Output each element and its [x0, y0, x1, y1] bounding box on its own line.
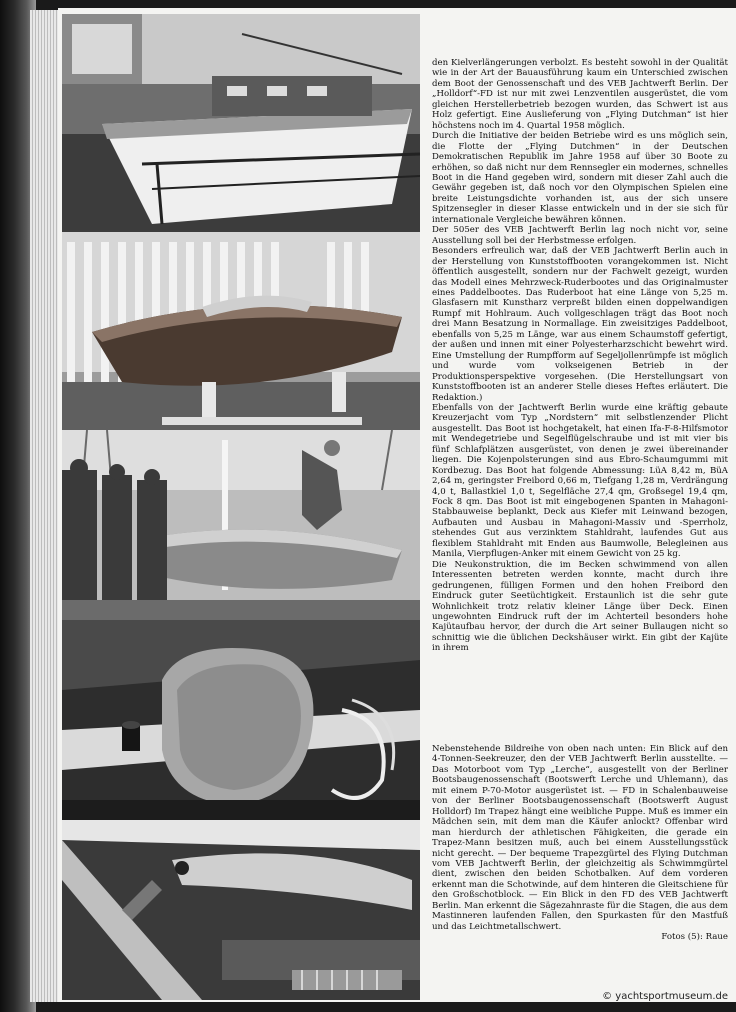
article-paragraph: Ebenfalls von der Jachtwerft Berlin wurde eine kräftig gebaute Kreuzerjacht vom Typ „Nordstern“ mit selbstlenzender Plicht ausgestellt. Das Boot ist hochgetakelt, hat einen Ifa-F-8-Hilfsmotor mit Wendegetriebe und Segelflügelschraube und ist mit vier bis fünf Schlafplätzen ausgerüstet, von denen je zwei übereinander liegen. Die Kojenpolsterungen sind aus Ebro-Schaumgummi mit Kordbezug. Das Boot hat folgende Abmessung: LüA 8,42 m, BüA 2,64 m, geringster Freibord 0,66 m, Tiefgang 1,28 m, Verdrängung 4,0 t, Ballastkiel 1,0 t, Segelfläche 27,4 qm, Großsegel 19,4 qm, Fock 8 qm. Das Boot ist mit eingebogenen Spanten in Mahagoni-Stabbauweise beplankt, Deck aus Kiefer mit Leinwand bezogen, Aufbauten und Ausbau in Mahagoni-Massiv und -Sperrholz, stehendes Gut aus verzinktem Stahldraht, laufendes Gut aus flexiblem Stahldraht mit Enden aus Baumwolle, Belegleinen aus Manila, Vierpflugen-Anker mit einem Gewicht von 25 kg.: [432, 402, 728, 560]
photo-flying-dutchman-trapeze: [62, 430, 420, 622]
caption-text: Nebenstehende Bildreihe von oben nach unten: Ein Blick auf den 4-Tonnen-Seekreuzer, den der VEB Jachtwerft Berlin ausstellte. — Das Motorboot vom Typ „Lerche“, ausgestellt von der Berliner Bootsbaugenossenschaft (Bootswerft Lerche und Uhlemann), das mit einem P-70-Motor ausgerüstet ist. — FD in Schalenbauweise von der Berliner Bootsbaugenossenschaft (Bootswerft August Holldorf) Im Trapez hängt eine weibliche Puppe. Muß es immer ein Mädchen sein, mit dem man die Käufer anlockt? Offenbar wird man hierdurch der athletischen Fähigkeiten, die gerade ein Trapez-Mann besitzen muß, auch bei einem Ausstellungsstück nicht gerecht. — Der bequeme Trapezgürtel des Flying Dutchman vom VEB Jachtwerft Berlin, der gleichzeitig als Schwimmgürtel dient, zwischen den beiden Schotbalken. Auf dem vorderen erkennt man die Schotwinde, auf dem hinteren die Gleitschiene für den Großschotblock. — Ein Blick in den FD des VEB Jachtwerft Berlin. Man erkennt die Sägezahnraste für die Stagen, die aus dem Mastinneren laufenden Fallen, den Spurkasten für den Mastfuß und das Leichtmetallschwert.: [432, 744, 728, 932]
page-edges: [30, 10, 60, 1002]
article-paragraph: den Kielverlängerungen verbolzt. Es besteht sowohl in der Qualität wie in der Art der Bauausführung kaum ein Unterschied zwischen dem Boot der Genossenschaft und des VEB Jachtwerft Berlin. Der „Holldorf“-FD ist nur mit zwei Lenzventilen ausgerüstet, die vom gleichen Herstellerbetrieb bezogen wurden, das Schwert ist aus Holz gefertigt. Eine Auslieferung von „Flying Dutchman“ ist hier höchstens noch im 4. Quartal 1958 möglich.: [432, 58, 728, 131]
article-paragraph: Durch die Initiative der beiden Betriebe wird es uns möglich sein, die Flotte der „Flying Dutchmen“ in der Deutschen Demokratischen Republik im Jahre 1958 auf über 30 Boote zu erhöhen, so daß nicht nur dem Rennsegler ein modernes, schnelles Boot in die Hand gegeben wird, sondern mit dieser Zahl auch die Gewähr gegeben ist, daß noch vor den Olympischen Spielen eine breite Leistungsdichte vorhanden ist, aus der sich unsere Spitzensegler in dieser Klasse entwickeln und in der sie sich für internationale Vergleiche bewähren können.: [432, 131, 728, 225]
photo-fd-interior: [62, 820, 420, 1000]
watermark: © yachtsportmuseum.de: [602, 991, 728, 1002]
article-paragraph: Der 505er des VEB Jachtwerft Berlin lag noch nicht vor, seine Ausstellung soll bei der Herbstmesse erfolgen.: [432, 225, 728, 246]
photo-cruiser-yacht: [62, 14, 420, 234]
photo-captions: [432, 744, 728, 943]
article-paragraph: Die Neukonstruktion, die im Becken schwimmend von allen Interessenten betreten werden konnte, macht durch ihre gedrungenen, fülligen Formen und den hohen Freibord den Eindruck guter Seetüchtigkeit. Erstaunlich ist die sehr gute Wohnlichkeit trotz relativ kleiner Länge über Deck. Einen ungewohnten Eindruck ruft der im Achterteil besonders hohe Kajütaufbau hervor, der durch die Art seiner Bullaugen nicht so schnittig wie die üblichen Deckshäuser wirkt. Ein gibt der Kajüte in ihrem: [432, 559, 728, 654]
article-paragraph: Besonders erfreulich war, daß der VEB Jachtwerft Berlin auch in der Herstellung von Kunststoffbooten vorangekommen ist. Nicht öffentlich ausgestellt, sondern nur der Fachwelt gezeigt, wurden das Modell eines Mehrzweck-Ruderbootes und das Originalmuster eines Paddelbootes. Das Ruderboot hat eine Länge von 5,25 m. Glasfasern mit Kunstharz verpreßt bilden einen doppelwandigen Rumpf mit Hohlraum. Auch vollgeschlagen trägt das Boot noch drei Mann Besatzung in Normallage. Ein zweisitziges Paddelboot, ebenfalls von 5,25 m Länge, war aus einem Schaumstoff gefertigt, der außen und innen mit einer Polyesterharzschicht bewehrt wird. Eine Umstellung der Rumpfform auf Segeljollenrümpfe ist möglich und wurde vom volkseigenen Betrieb in der Produktionsperspektive vorgesehen. (Die Herstellungsart von Kunststoffbooten ist an anderer Stelle dieses Heftes erläutert. Die Redaktion.): [432, 246, 728, 403]
photo-motorboat: [62, 232, 420, 432]
photo-trapeze-belt: [62, 620, 420, 822]
photo-credit: Fotos (5): Raue: [661, 932, 728, 943]
photo-column: [62, 14, 420, 1000]
